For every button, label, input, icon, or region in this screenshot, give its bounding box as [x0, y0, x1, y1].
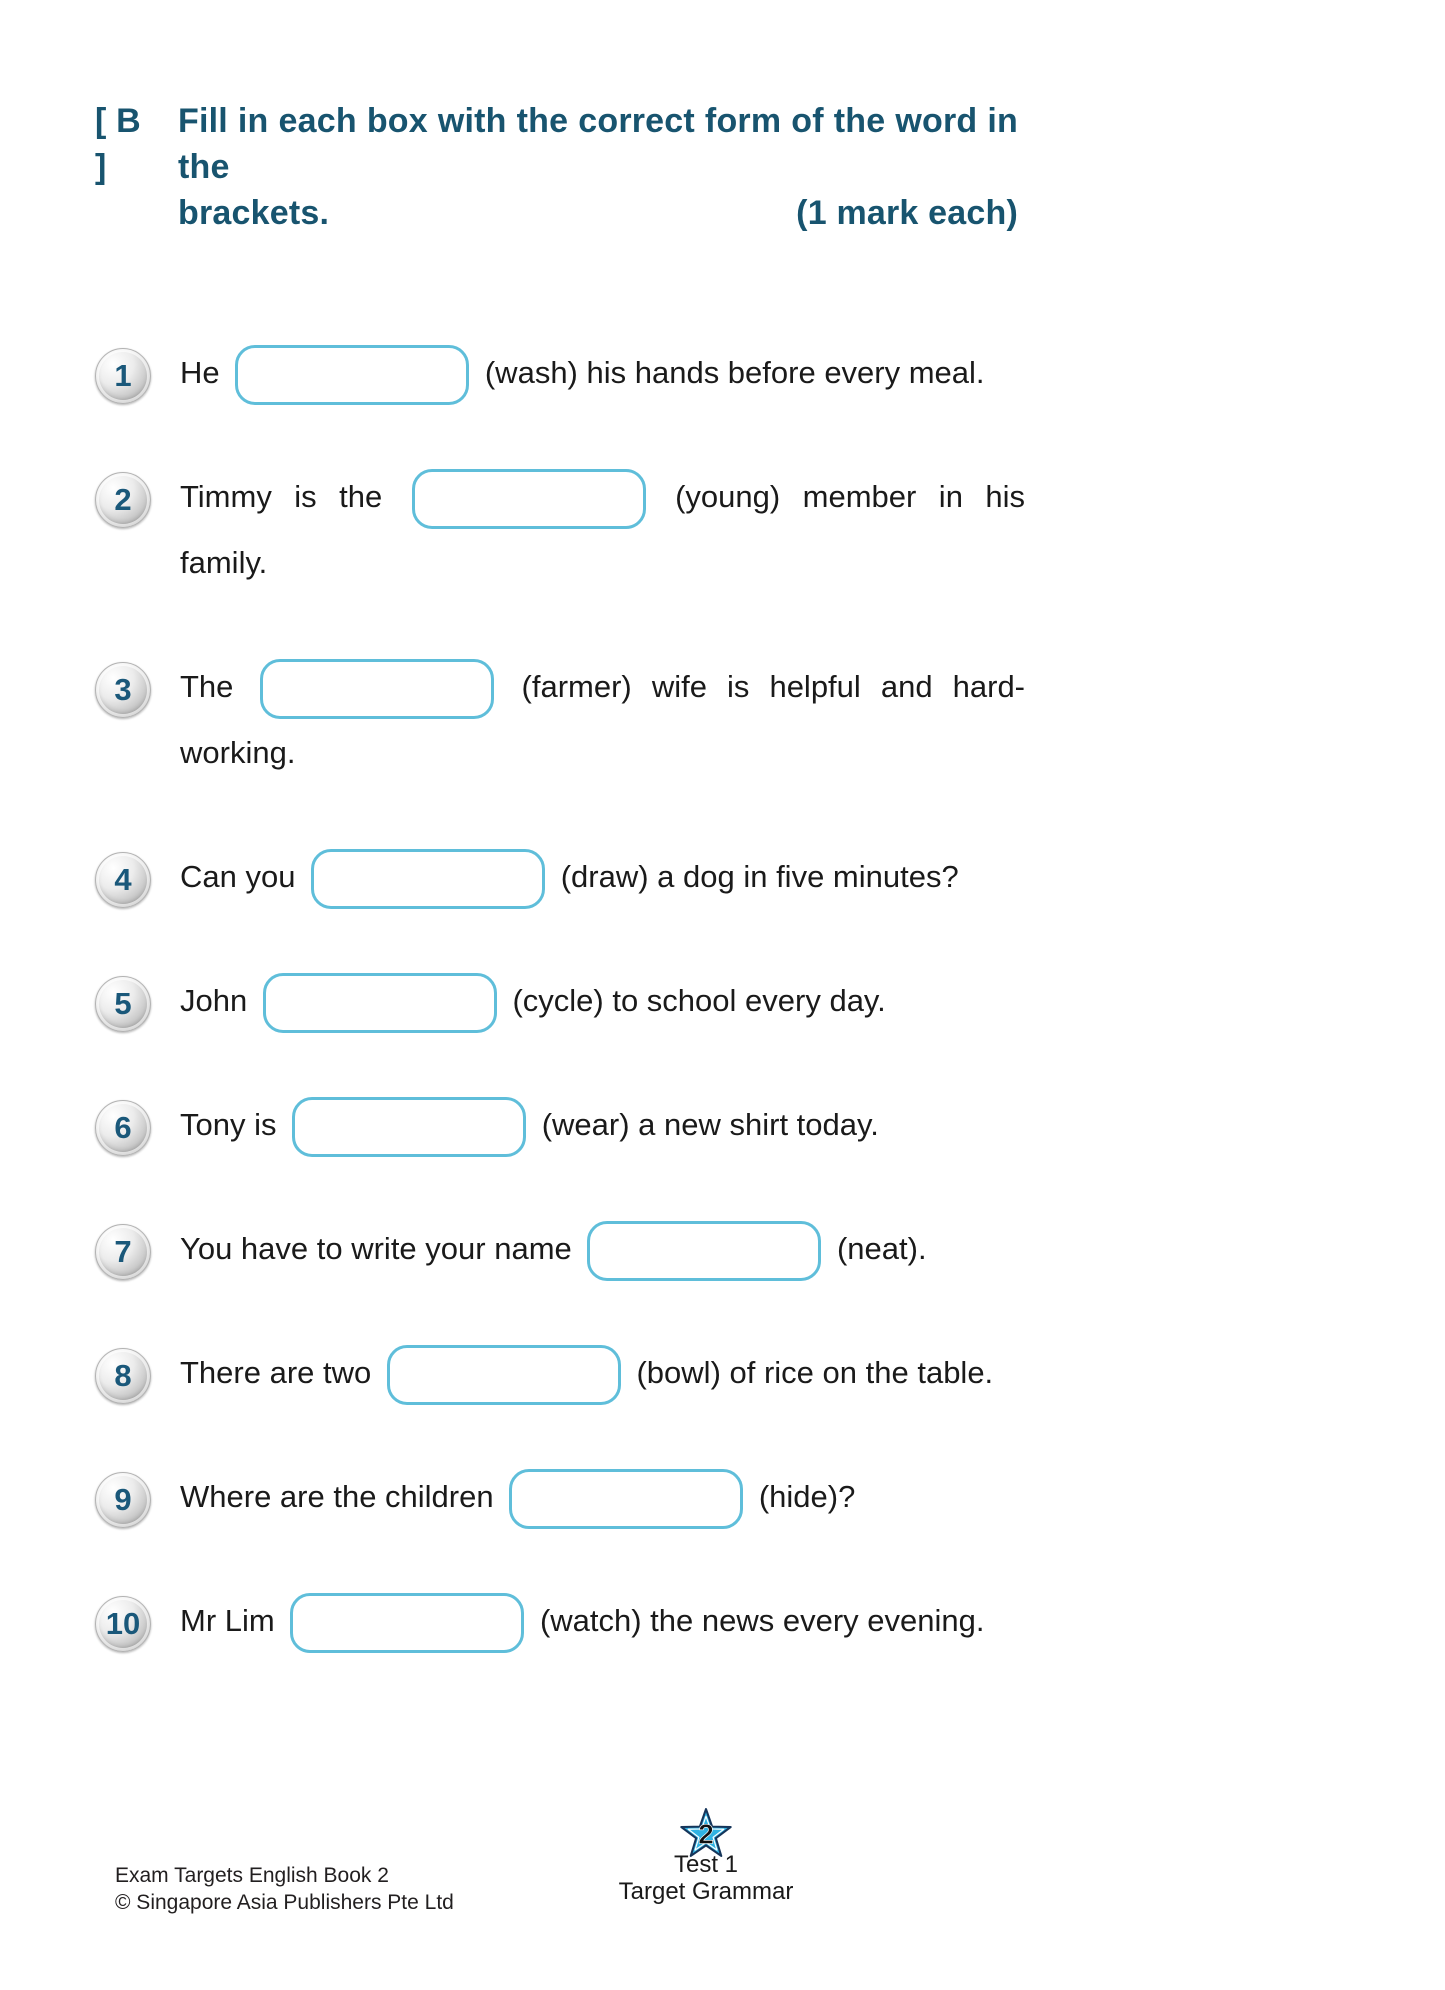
question-number: 7 [114, 1234, 132, 1269]
question-before-text: Where are the children [180, 1479, 503, 1514]
question-before-text: There are two [180, 1355, 380, 1390]
question-before-text: Tony is [180, 1107, 286, 1142]
question-text [180, 1092, 1025, 1158]
question-row [95, 1216, 1030, 1282]
question-line [180, 844, 1025, 910]
question-after-text: (wash) his hands before every meal. [476, 355, 985, 390]
answer-box[interactable] [235, 345, 469, 405]
answer-box[interactable] [290, 1593, 524, 1653]
question-before-text: You have to write your name [180, 1231, 581, 1266]
answer-box[interactable] [292, 1097, 526, 1157]
question-second-line: working. [180, 735, 296, 770]
question-after-text: (cycle) to school every day. [503, 983, 886, 1018]
question-text [180, 654, 1025, 786]
question-row [95, 1464, 1030, 1530]
question-text [180, 1216, 1025, 1282]
question-number: 1 [114, 358, 132, 393]
question-number: 8 [114, 1358, 132, 1393]
question-number-badge [95, 348, 151, 404]
question-second-line: family. [180, 545, 268, 580]
instruction-line1: Fill in each box with the correct form of the word in the [178, 102, 1018, 186]
question-before-text: Timmy is the [180, 479, 405, 514]
question-number-badge [95, 472, 151, 528]
question-before-text: He [180, 355, 229, 390]
question-text [180, 1464, 1025, 1530]
question-before-text: Can you [180, 859, 305, 894]
question-line [180, 1340, 1025, 1406]
question-row [95, 340, 1030, 406]
marks-note: (1 mark each) [796, 194, 1018, 232]
page-footer-center [0, 1808, 1412, 1905]
question-row [95, 464, 1030, 596]
question-row [95, 654, 1030, 786]
question-number: 2 [114, 482, 132, 517]
question-after-text: (wear) a new shirt today. [533, 1107, 879, 1142]
answer-box[interactable] [412, 469, 646, 529]
answer-box[interactable] [311, 849, 545, 909]
question-after-text: (neat). [828, 1231, 927, 1266]
book-title: Exam Targets English Book 2 [115, 1864, 389, 1887]
question-number-badge [95, 662, 151, 718]
test-label: Test 1 [673, 1851, 739, 1878]
exercise-instructions [95, 98, 1018, 236]
question-number: 4 [114, 862, 132, 897]
question-list [95, 340, 1030, 1654]
question-before-text: Mr Lim [180, 1603, 284, 1638]
answer-box[interactable] [587, 1221, 821, 1281]
question-line [180, 968, 1025, 1034]
question-row [95, 968, 1030, 1034]
copyright: © Singapore Asia Publishers Pte Ltd [115, 1891, 454, 1914]
question-number: 10 [105, 1606, 141, 1641]
question-number-badge [95, 852, 151, 908]
question-number-badge [95, 1100, 151, 1156]
question-line [180, 340, 1025, 406]
question-line [180, 1464, 1025, 1530]
page-number: 2 [698, 1818, 714, 1850]
question-row [95, 1092, 1030, 1158]
question-number-badge [95, 1596, 151, 1652]
question-line [180, 1092, 1025, 1158]
answer-box[interactable] [387, 1345, 621, 1405]
question-number: 9 [114, 1482, 132, 1517]
question-number: 3 [114, 672, 132, 707]
question-after-text: (watch) the news every evening. [531, 1603, 985, 1638]
question-line [180, 1216, 1025, 1282]
question-row [95, 1588, 1030, 1654]
answer-box[interactable] [263, 973, 497, 1033]
answer-box[interactable] [509, 1469, 743, 1529]
worksheet-content [95, 98, 1030, 1712]
question-text [180, 340, 1025, 406]
question-row [95, 1340, 1030, 1406]
section-label: [ B ] [95, 102, 141, 186]
question-after-text: (young) member in his [652, 479, 1026, 514]
question-number-badge [95, 1348, 151, 1404]
question-number: 5 [114, 986, 132, 1021]
question-line [180, 654, 1025, 720]
question-after-text: (draw) a dog in five minutes? [552, 859, 959, 894]
section-title: Target Grammar [618, 1878, 794, 1905]
question-text [180, 844, 1025, 910]
answer-box[interactable] [260, 659, 494, 719]
question-line [180, 464, 1025, 530]
question-after-text: (bowl) of rice on the table. [627, 1355, 994, 1390]
question-line [180, 1588, 1025, 1654]
question-number-badge [95, 976, 151, 1032]
question-text [180, 464, 1025, 596]
question-row [95, 844, 1030, 910]
question-text [180, 968, 1025, 1034]
question-after-text: (hide)? [750, 1479, 856, 1514]
question-before-text: The [180, 669, 254, 704]
question-number-badge [95, 1472, 151, 1528]
question-number-badge [95, 1224, 151, 1280]
question-number: 6 [114, 1110, 132, 1145]
question-text [180, 1588, 1025, 1654]
instruction-line2: brackets. [178, 194, 330, 232]
question-text [180, 1340, 1025, 1406]
question-after-text: (farmer) wife is helpful and hard- [501, 669, 1026, 704]
question-before-text: John [180, 983, 256, 1018]
